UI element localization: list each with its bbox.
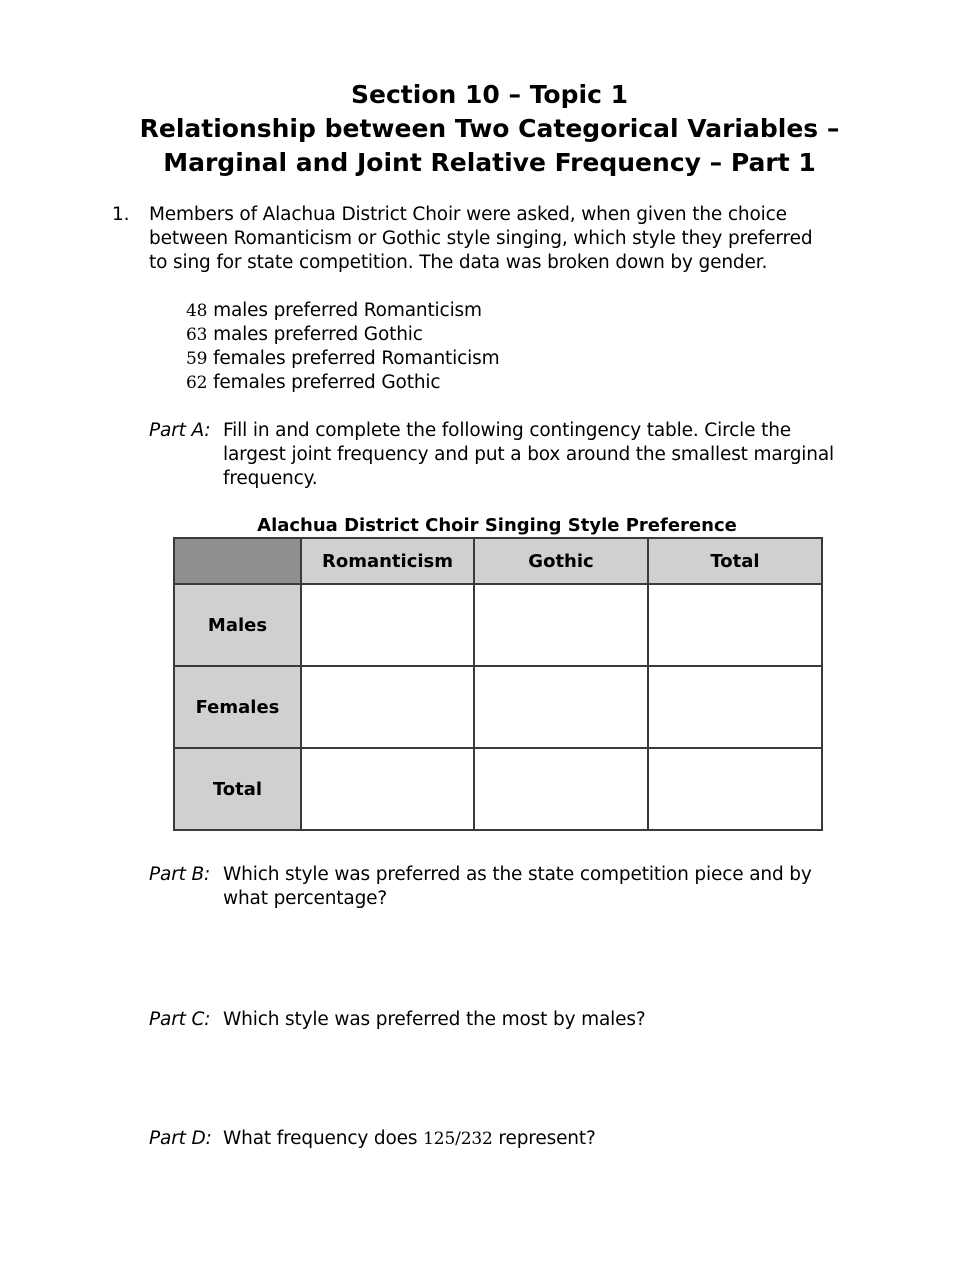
cell-total-total[interactable]	[648, 748, 822, 830]
table-title: Alachua District Choir Singing Style Preference	[257, 515, 737, 536]
column-header-romanticism: Romanticism	[301, 538, 474, 584]
data-text: males preferred Gothic	[207, 324, 423, 345]
data-item	[186, 347, 500, 371]
cell-females-gothic[interactable]	[474, 666, 648, 748]
data-count: 62	[186, 373, 208, 393]
part-c-text	[223, 1008, 646, 1032]
part-a-line: Fill in and complete the following contingency table. Circle the	[223, 420, 792, 441]
contingency-table	[173, 537, 823, 831]
row-header-total: Total	[174, 748, 301, 830]
part-d-label: Part D:	[149, 1128, 212, 1149]
part-d-before: What frequency does	[223, 1128, 424, 1149]
table-corner-cell	[174, 538, 301, 584]
column-header-gothic: Gothic	[474, 538, 648, 584]
topic-title-line-2: Marginal and Joint Relative Frequency – Part 1	[163, 148, 816, 177]
part-d-text	[223, 1127, 596, 1151]
part-c-label: Part C:	[149, 1009, 211, 1030]
part-a-line: largest joint frequency and put a box around the smallest marginal	[223, 444, 835, 465]
data-item	[186, 371, 500, 395]
part-a-line: frequency.	[223, 468, 318, 489]
question-text-line: Members of Alachua District Choir were asked, when given the choice	[149, 204, 787, 225]
part-b-line: Which style was preferred as the state competition piece and by	[223, 864, 812, 885]
data-text: females preferred Gothic	[207, 372, 441, 393]
cell-total-gothic[interactable]	[474, 748, 648, 830]
question-text-line: between Romanticism or Gothic style singing, which style they preferred	[149, 228, 813, 249]
data-text: females preferred Romanticism	[207, 348, 500, 369]
cell-females-total[interactable]	[648, 666, 822, 748]
column-header-total: Total	[648, 538, 822, 584]
row-header-males: Males	[174, 584, 301, 666]
part-a-label: Part A:	[149, 420, 211, 441]
data-count: 59	[186, 349, 208, 369]
part-d-fraction: 125/232	[423, 1129, 493, 1149]
question-text-line: to sing for state competition. The data was broken down by gender.	[149, 252, 768, 273]
part-c-line: Which style was preferred the most by males?	[223, 1009, 646, 1030]
cell-males-gothic[interactable]	[474, 584, 648, 666]
cell-males-total[interactable]	[648, 584, 822, 666]
cell-males-romanticism[interactable]	[301, 584, 474, 666]
data-text: males preferred Romanticism	[207, 300, 482, 321]
cell-total-romanticism[interactable]	[301, 748, 474, 830]
topic-title-line-1: Relationship between Two Categorical Variables –	[139, 114, 840, 143]
cell-females-romanticism[interactable]	[301, 666, 474, 748]
data-list	[186, 299, 500, 395]
data-item	[186, 299, 500, 323]
part-b-label: Part B:	[149, 864, 211, 885]
question-text	[149, 203, 909, 275]
question-number: 1.	[112, 204, 130, 225]
section-title: Section 10 – Topic 1	[351, 80, 628, 109]
data-item	[186, 323, 500, 347]
row-header-females: Females	[174, 666, 301, 748]
data-count: 48	[186, 301, 208, 321]
part-b-line: what percentage?	[223, 888, 388, 909]
part-b-text	[223, 863, 812, 911]
part-d-after: represent?	[492, 1128, 596, 1149]
part-a-text	[223, 419, 834, 491]
data-count: 63	[186, 325, 208, 345]
